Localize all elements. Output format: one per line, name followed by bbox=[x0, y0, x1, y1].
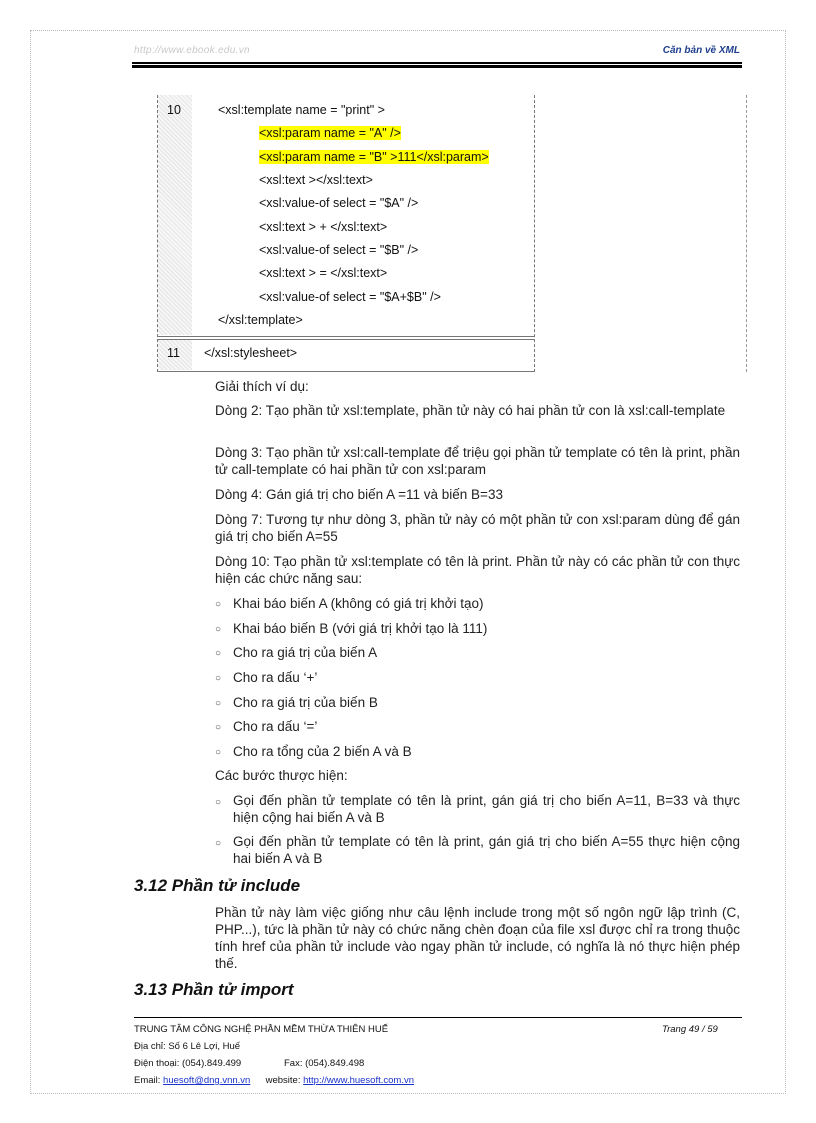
list-item: ○ Cho ra tổng của 2 biến A và B bbox=[215, 744, 412, 759]
explanation-intro: Giải thích ví dụ: bbox=[215, 379, 309, 394]
list-item: ○ Gọi đến phần tử template có tên là print, gán giá trị cho biến A=55 thực hiện cộng hai biến A và B bbox=[215, 834, 740, 866]
section-heading: 3.13 Phần tử import bbox=[134, 980, 294, 999]
circle-bullet-icon: ○ bbox=[215, 648, 222, 659]
table-border-right bbox=[746, 95, 747, 372]
explanation-paragraph: Dòng 7: Tương tự như dòng 3, phần tử này có một phần tử con xsl:param dùng để gán giá trị cho biến A=55 bbox=[215, 512, 740, 544]
footer-page-number: Trang 49 / 59 bbox=[662, 1024, 718, 1035]
footer-fax: Fax: (054).849.498 bbox=[284, 1058, 365, 1069]
header-url: http://www.ebook.edu.vn bbox=[134, 45, 250, 56]
circle-bullet-icon: ○ bbox=[215, 722, 222, 733]
code-line: <xsl:template name = "print" > bbox=[218, 103, 385, 117]
explanation-paragraph: Dòng 3: Tạo phần tử xsl:call-template để triệu gọi phần tử template có tên là print, phần tử call-template có hai phần tử con xsl:param bbox=[215, 445, 740, 477]
code-line: <xsl:text > + </xsl:text> bbox=[259, 220, 388, 234]
explanation-paragraph: Dòng 10: Tạo phần tử xsl:template có tên là print. Phần tử này có các phần tử con thực hiện các chức năng sau: bbox=[215, 554, 740, 586]
circle-bullet-icon: ○ bbox=[215, 747, 222, 758]
table-border-left bbox=[157, 95, 158, 372]
code-line: <xsl:text > = </xsl:text> bbox=[259, 266, 388, 280]
explanation-paragraph: Dòng 2: Tạo phần tử xsl:template, phần tử này có hai phần tử con là xsl:call-template bbox=[215, 403, 726, 418]
table-border-bottom bbox=[157, 371, 534, 372]
circle-bullet-icon: ○ bbox=[215, 624, 222, 635]
header-rule bbox=[132, 62, 742, 68]
line-number-cell-shading bbox=[158, 95, 192, 335]
section-body: Phần tử này làm việc giống như câu lệnh include trong một số ngôn ngữ lập trình (C, PHP...), tức là phần tử này có chức năng chèn đoạn của file xsl được chỉ ra trong thuộc tính href của phần tử include vào ngay phần tử include, có nghĩa là nó thực hiện phép thế. bbox=[215, 905, 740, 971]
code-line: </xsl:stylesheet> bbox=[204, 346, 298, 360]
code-line: <xsl:text ></xsl:text> bbox=[259, 173, 373, 187]
footer-address: Địa chỉ: Số 6 Lê Lợi, Huế bbox=[134, 1041, 241, 1052]
circle-bullet-icon: ○ bbox=[215, 599, 222, 610]
code-line-number: 11 bbox=[167, 346, 180, 360]
circle-bullet-icon: ○ bbox=[215, 838, 222, 849]
code-line-highlighted: <xsl:param name = "B" >111</xsl:param> bbox=[259, 150, 489, 164]
code-line-highlighted: <xsl:param name = "A" /> bbox=[259, 126, 401, 140]
website-link[interactable]: http://www.huesoft.com.vn bbox=[303, 1075, 415, 1086]
header-title: Căn bản về XML bbox=[662, 45, 740, 56]
list-item: ○ Cho ra giá trị của biến B bbox=[215, 695, 378, 710]
list-item: ○ Khai báo biến A (không có giá trị khởi tạo) bbox=[215, 596, 484, 611]
code-line: <xsl:value-of select = "$B" /> bbox=[259, 243, 419, 257]
list-item: ○ Khai báo biến B (với giá trị khởi tạo là 111) bbox=[215, 621, 488, 636]
explanation-paragraph: Dòng 4: Gán giá trị cho biến A =11 và biến B=33 bbox=[215, 487, 503, 502]
email-link[interactable]: huesoft@dng.vnn.vn bbox=[163, 1075, 251, 1086]
footer-rule bbox=[134, 1017, 742, 1018]
circle-bullet-icon: ○ bbox=[215, 698, 222, 709]
table-row-divider bbox=[157, 339, 534, 340]
code-line: </xsl:template> bbox=[218, 313, 303, 327]
footer-email-row: Email: huesoft@dng.vnn.vn website: http://www.huesoft.com.vn bbox=[134, 1075, 415, 1086]
footer-org: TRUNG TÂM CÔNG NGHỆ PHẦN MỀM THỪA THIÊN HUẾ bbox=[134, 1024, 389, 1035]
footer-phone: Điện thoại: (054).849.499 bbox=[134, 1058, 242, 1069]
code-line: <xsl:value-of select = "$A+$B" /> bbox=[259, 290, 441, 304]
section-heading: 3.12 Phần tử include bbox=[134, 876, 301, 895]
circle-bullet-icon: ○ bbox=[215, 797, 222, 808]
circle-bullet-icon: ○ bbox=[215, 673, 222, 684]
table-row-divider bbox=[157, 336, 534, 337]
code-line-number: 10 bbox=[167, 103, 181, 117]
steps-title: Các bước thược hiện: bbox=[215, 768, 348, 783]
list-item: ○ Cho ra giá trị của biến A bbox=[215, 645, 378, 660]
table-border-mid bbox=[534, 95, 535, 372]
code-line: <xsl:value-of select = "$A" /> bbox=[259, 196, 419, 210]
list-item: ○ Gọi đến phần tử template có tên là print, gán giá trị cho biến A=11, B=33 và thực hiện cộng hai biến A và B bbox=[215, 793, 740, 825]
list-item: ○ Cho ra dấu ‘=’ bbox=[215, 719, 318, 734]
list-item: ○ Cho ra dấu ‘+’ bbox=[215, 670, 318, 685]
